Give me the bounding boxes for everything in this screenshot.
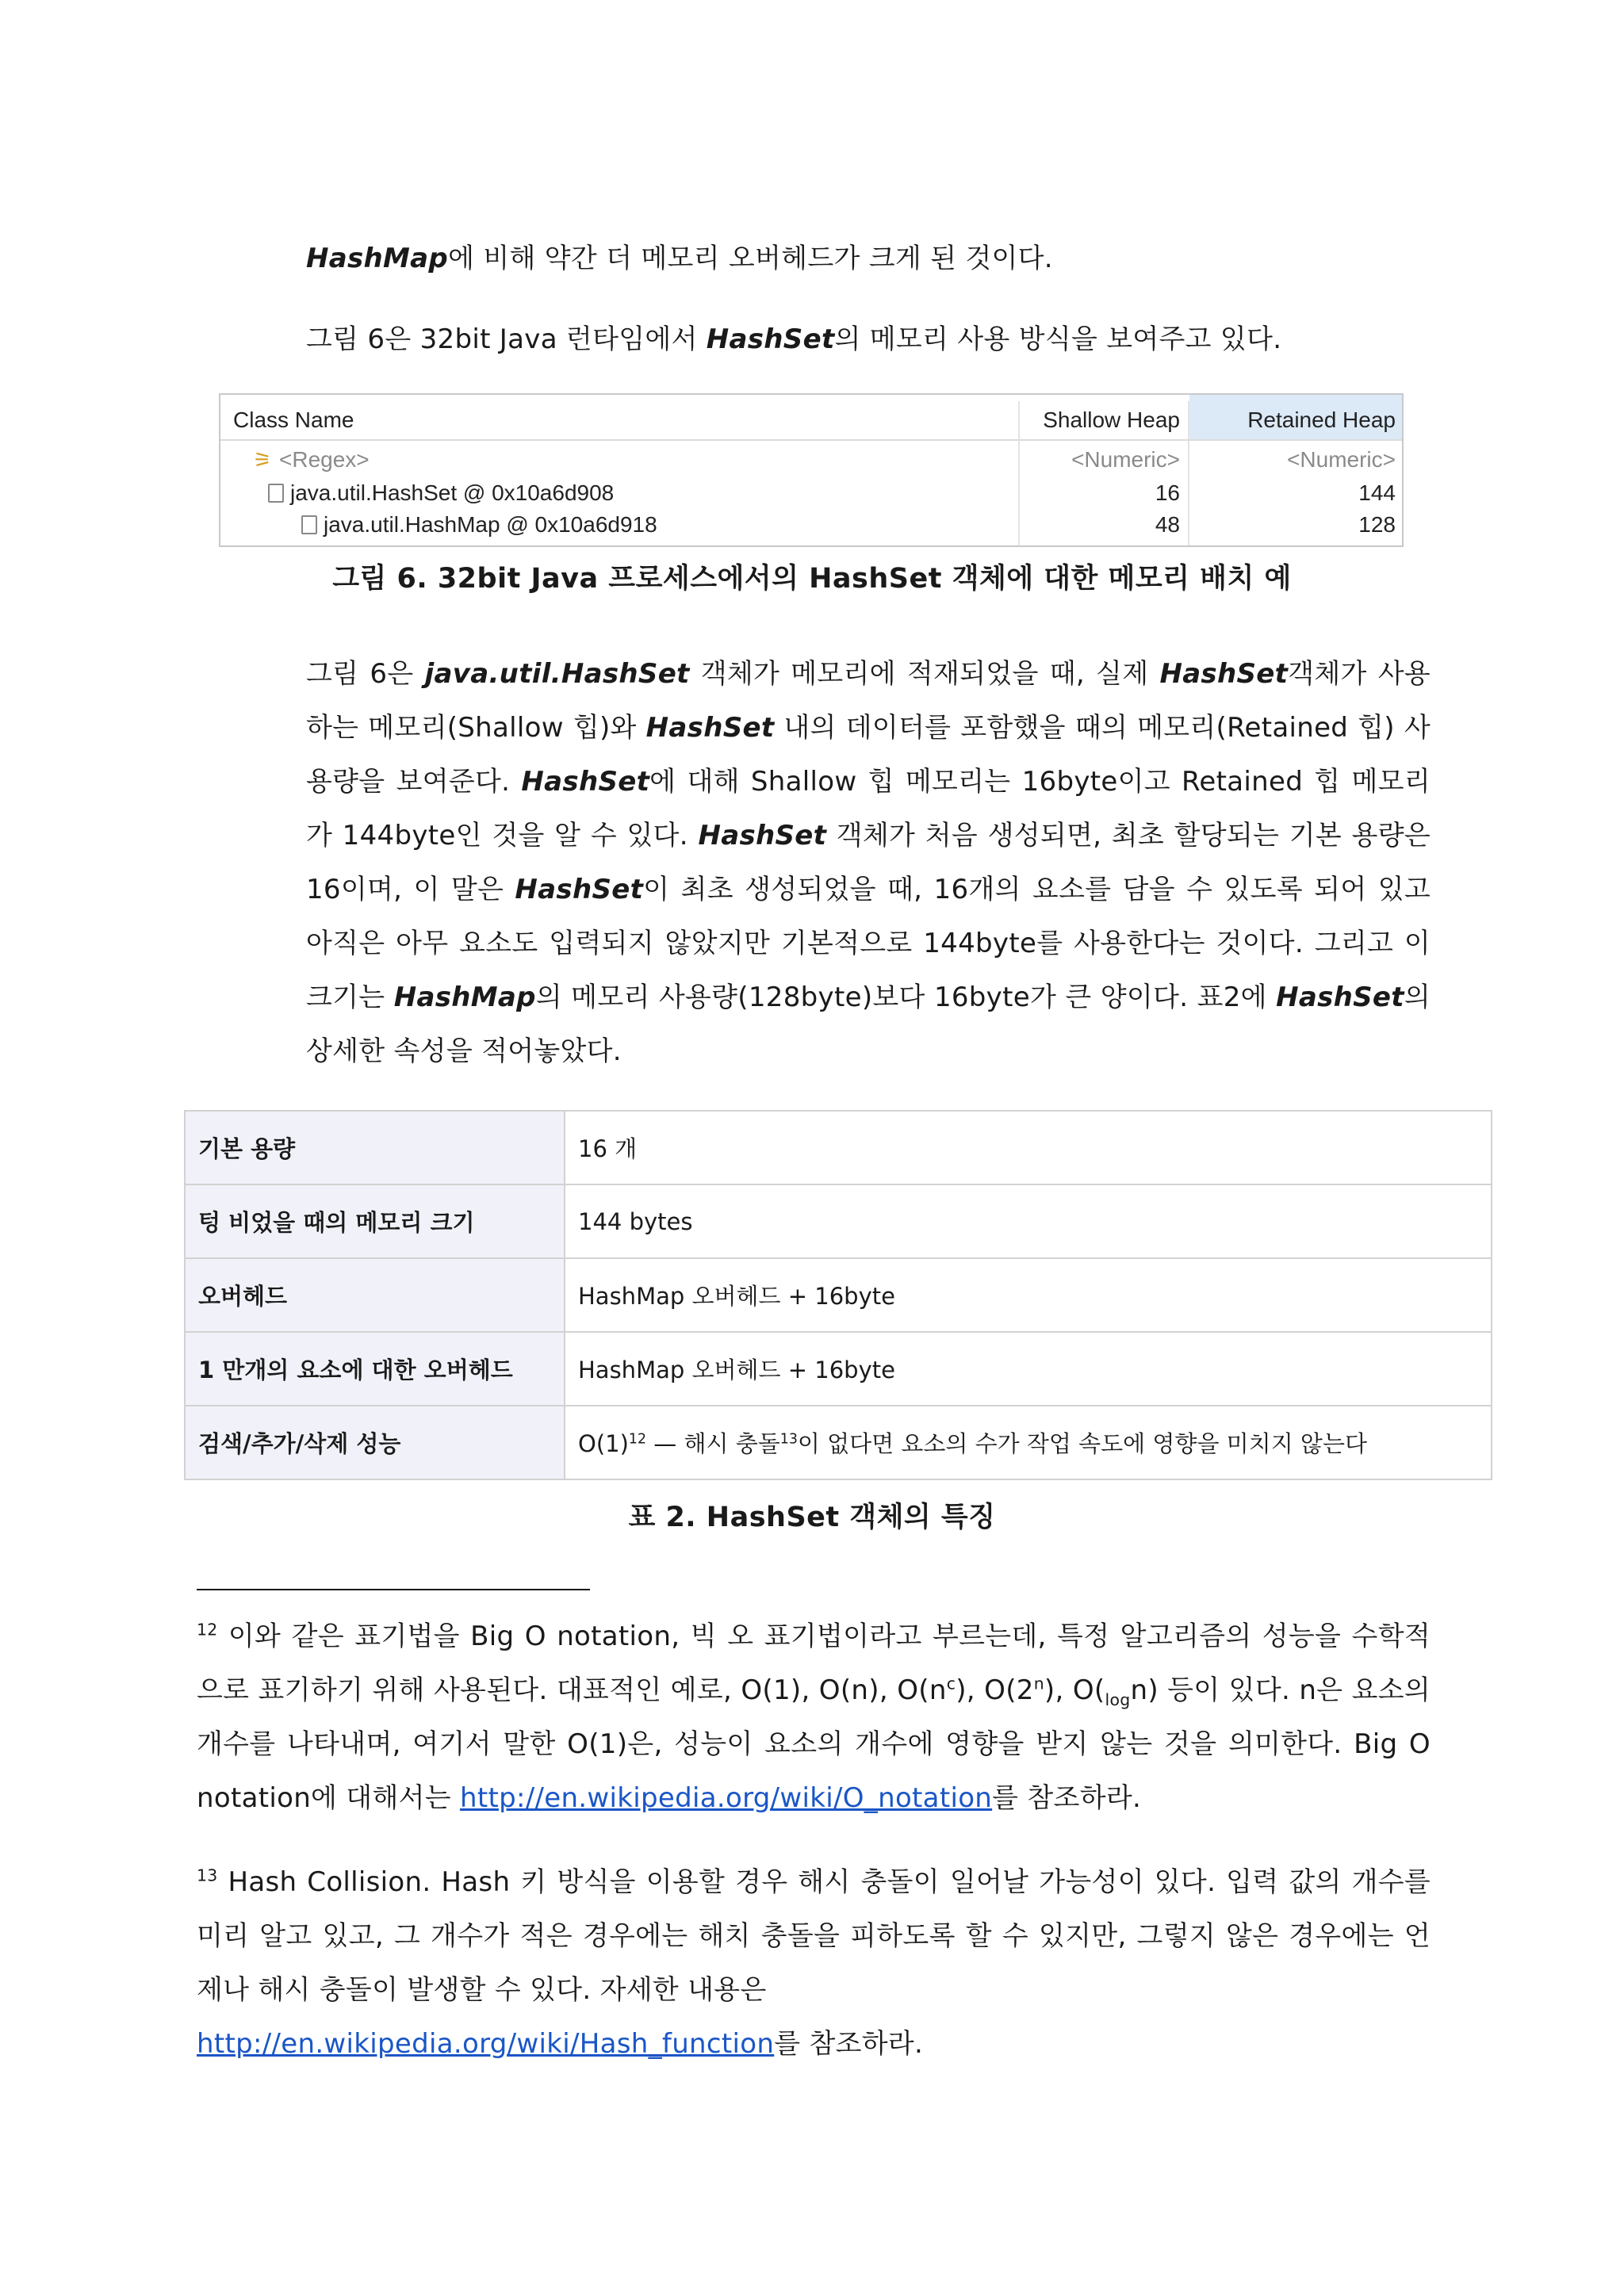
regex-filter-icon: ⚞ (253, 448, 272, 472)
text: 이 최초 생성되었을 때, 16개의 요소를 담을 수 있도록 되어 있고 아직은 아무 요소도 입력되지 않았지만 기본적으로 144byte를 사용한다는 것이다. 그리고 이 크기는 (306, 874, 1431, 1013)
text: 에 대해 Shallow 힙 메모리는 16byte이고 Retained 힙 메모리가 144byte인 것을 알 수 있다. (306, 766, 1431, 851)
paragraph-2 (306, 312, 1431, 366)
footnote-12 (197, 1609, 1431, 1825)
object-name: java.util.HashMap @ 0x10a6d918 (324, 512, 657, 537)
property-value (565, 1406, 1492, 1479)
column-header-retained-heap[interactable]: Retained Heap (1247, 408, 1396, 432)
term: HashSet (698, 820, 827, 851)
term-hashmap: HashMap (306, 243, 449, 274)
property-key: 오버헤드 (185, 1258, 565, 1332)
heap-row-hashmap[interactable] (220, 511, 1402, 544)
term: HashSet (515, 874, 644, 905)
column-header-class-name[interactable]: Class Name (233, 408, 354, 432)
term-hashset: HashSet (706, 323, 835, 355)
column-header-shallow-heap[interactable]: Shallow Heap (1043, 408, 1180, 432)
property-value: 144 bytes (565, 1184, 1492, 1258)
shallow-value: 48 (1155, 512, 1180, 537)
text: O(1) (578, 1430, 629, 1457)
filter-retained-input[interactable]: <Numeric> (1287, 447, 1396, 472)
heap-row-hashset[interactable] (220, 477, 1402, 511)
term: HashMap (393, 982, 536, 1013)
table-row (185, 1332, 1492, 1406)
figure-caption: 그림 6. 32bit Java 프로세스에서의 HashSet 객체에 대한 메모리 배치 예 (332, 563, 1292, 595)
text: 의 메모리 사용량(128byte)보다 16byte가 큰 양이다. 표2에 (535, 982, 1277, 1013)
term: HashSet (1159, 658, 1289, 690)
footnote-number: 13 (197, 1866, 218, 1885)
text: n) 등이 있다. n은 요소의 개수를 나타내며, 여기서 말한 O(1)은, 성능이 요소의 개수에 영향을 받지 않는 것을 의미한다. Big O notation에 대해서는 (197, 1674, 1431, 1814)
object-icon (268, 484, 284, 503)
table-row (185, 1111, 1492, 1184)
term: HashSet (645, 712, 775, 744)
object-icon (301, 515, 317, 534)
text: ), O(2 (956, 1674, 1034, 1706)
property-key: 텅 비었을 때의 메모리 크기 (185, 1184, 565, 1258)
table-row (185, 1258, 1492, 1332)
row-name-cell (301, 512, 657, 538)
text: ), O( (1044, 1674, 1105, 1706)
property-value: 16 개 (565, 1111, 1492, 1184)
text: 객체가 처음 생성되면, 최초 할당되는 기본 용량은 16이며, 이 말은 (306, 820, 1431, 905)
paragraph-3 (306, 647, 1431, 1078)
text: — 해시 충돌 (646, 1430, 780, 1457)
footnote-divider (197, 1589, 590, 1590)
filter-shallow-input[interactable]: <Numeric> (1071, 447, 1180, 472)
text: 를 참조하라. (992, 1782, 1142, 1814)
heap-table-header (220, 401, 1402, 441)
heap-screenshot-figure (219, 393, 1404, 547)
text: 를 참조하라. (774, 2028, 924, 2060)
term: java.util.HashSet (424, 658, 690, 690)
subscript: log (1105, 1689, 1131, 1709)
text: 이 없다면 요소의 수가 작업 속도에 영향을 미치지 않는다 (797, 1430, 1367, 1457)
table-caption: 표 2. HashSet 객체의 특징 (628, 1502, 996, 1533)
table-row (185, 1406, 1492, 1479)
paragraph-2-text: 그림 6은 32bit Java 런타임에서 (306, 323, 707, 355)
superscript: n (1033, 1674, 1044, 1693)
property-value: HashMap 오버헤드 + 16byte (565, 1332, 1492, 1406)
text: Hash Collision. Hash 키 방식을 이용할 경우 해시 충돌이 일어날 가능성이 있다. 입력 값의 개수를 미리 알고 있고, 그 개수가 적은 경우에는 해치 충돌을 피하도록 할 수 있지만, 그렇지 않은 경우에는 언제나 해시 충돌이 발생할 수 있다. 자세한 내용은 (197, 1866, 1431, 2006)
term: HashSet (1276, 982, 1404, 1013)
hash-function-link[interactable]: http://en.wikipedia.org/wiki/Hash_function (197, 2028, 775, 2060)
text: 객체가 사용하는 메모리(Shallow 힙)와 (306, 658, 1431, 744)
text: 내의 데이터를 포함했을 때의 메모리(Retained 힙) 사용량을 보여준다. (306, 712, 1431, 798)
paragraph-1 (306, 232, 1431, 285)
property-key: 기본 용량 (185, 1111, 565, 1184)
property-key: 검색/추가/삭제 성능 (185, 1406, 565, 1479)
object-name: java.util.HashSet @ 0x10a6d908 (290, 480, 615, 505)
text: 이와 같은 표기법을 Big O notation, 빅 오 표기법이라고 부르는데, 특정 알고리즘의 성능을 수학적으로 표기하기 위해 사용된다. 대표적인 예로, O(1), O(n), O(n (197, 1621, 1431, 1706)
table-row (185, 1184, 1492, 1258)
paragraph-1-text: 에 비해 약간 더 메모리 오버헤드가 크게 된 것이다. (448, 243, 1053, 274)
paragraph-2-text-end: 의 메모리 사용 방식을 보여주고 있다. (834, 323, 1282, 355)
property-key: 1 만개의 요소에 대한 오버헤드 (185, 1332, 565, 1406)
filter-regex-input[interactable]: <Regex> (279, 447, 370, 472)
heap-filter-row (220, 442, 1402, 476)
text: 객체가 메모리에 적재되었을 때, 실제 (689, 658, 1160, 690)
o-notation-link[interactable]: http://en.wikipedia.org/wiki/O_notation (459, 1782, 993, 1814)
retained-value: 144 (1358, 480, 1396, 505)
superscript: c (946, 1674, 956, 1693)
shallow-value: 16 (1155, 480, 1180, 505)
footnote-number: 12 (197, 1620, 218, 1640)
term: HashSet (521, 766, 650, 798)
filter-name-cell (252, 447, 370, 473)
footnote-ref-12[interactable]: 12 (628, 1431, 647, 1448)
text: 의 상세한 속성을 적어놓았다. (306, 982, 1431, 1067)
text: 그림 6은 (306, 658, 425, 690)
hashset-properties-table (184, 1110, 1492, 1480)
footnote-13 (197, 1855, 1431, 2071)
property-value: HashMap 오버헤드 + 16byte (565, 1258, 1492, 1332)
retained-value: 128 (1358, 512, 1396, 537)
footnote-ref-13[interactable]: 13 (779, 1431, 798, 1448)
row-name-cell (268, 480, 614, 506)
